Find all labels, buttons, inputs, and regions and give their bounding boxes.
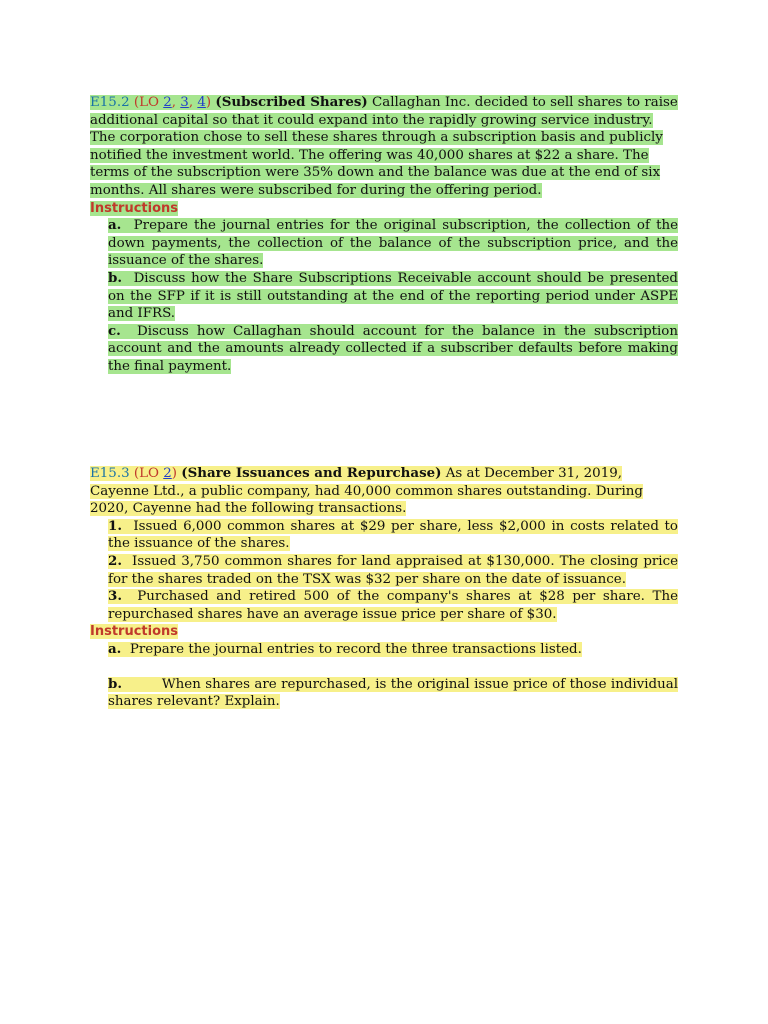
exercise-e15-3	[90, 465, 678, 711]
list-item: 3. Purchased and retired 500 of the company's shares at $28 per share. The repurchased shares have an average issue price per share of $30.	[108, 588, 679, 622]
learning-objectives: (LO 2)	[133, 466, 177, 481]
list-item: 1. Issued 6,000 common shares at $29 per share, less $2,000 in costs related to the issuance of the shares.	[108, 517, 678, 552]
exercise-title: (Subscribed Shares)	[215, 94, 368, 110]
lo-link-3[interactable]: 3	[180, 95, 189, 110]
exercise-intro	[90, 94, 678, 200]
list-item: b. Discuss how the Share Subscriptions Receivable account should be presented on the SFP if it is still outstanding at the end of the reporting period under ASPE and IFRS.	[108, 269, 678, 322]
exercise-number: E15.2	[90, 95, 130, 110]
instructions-heading: Instructions	[90, 200, 179, 216]
list-item: a. Prepare the journal entries to record the three transactions listed.	[108, 640, 582, 657]
list-item: a. Prepare the journal entries for the original subscription, the collection of the down payments, the collection of the balance of the subscription price, and the issuance of the shares.	[108, 217, 678, 269]
spacer	[108, 659, 678, 676]
list-item: c. Discuss how Callaghan should account for the balance in the subscription account and the amounts already collected if a subscriber defaults before making the final payment.	[108, 322, 678, 374]
instruction-list	[90, 641, 678, 711]
transaction-list	[90, 518, 678, 624]
exercise-body: As at December 31, 2019, Cayenne Ltd., a public company, had 40,000 common shares outstanding. During 2020, Cayenne had the following transactions.	[90, 466, 643, 517]
exercise-intro	[90, 465, 678, 518]
exercise-body: Callaghan Inc. decided to sell shares to raise additional capital so that it could expand into the rapidly growing service industry. The corporation chose to sell these shares through a subscription basis and publicly notified the investment world. The offering was 40,000 shares at $22 a share. The terms of the subscription were 35% down and the balance was due at the end of six months. All shares were subscribed for during the offering period.	[90, 95, 678, 198]
lo-link-4[interactable]: 4	[197, 95, 206, 110]
list-item: b. When shares are repurchased, is the original issue price of those individual shares relevant? Explain.	[108, 675, 678, 710]
list-item: 2. Issued 3,750 common shares for land appraised at $130,000. The closing price for the shares traded on the TSX was $32 per share on the date of issuance.	[108, 552, 678, 587]
instruction-list	[90, 217, 678, 375]
exercise-e15-2	[90, 94, 678, 376]
lo-link-2[interactable]: 2	[163, 95, 172, 110]
lo-link-2[interactable]: 2	[163, 466, 172, 481]
instructions-heading: Instructions	[90, 624, 179, 640]
learning-objectives: (LO 2, 3, 4)	[133, 95, 212, 110]
exercise-title: (Share Issuances and Repurchase)	[181, 465, 442, 481]
exercise-number: E15.3	[90, 466, 130, 481]
